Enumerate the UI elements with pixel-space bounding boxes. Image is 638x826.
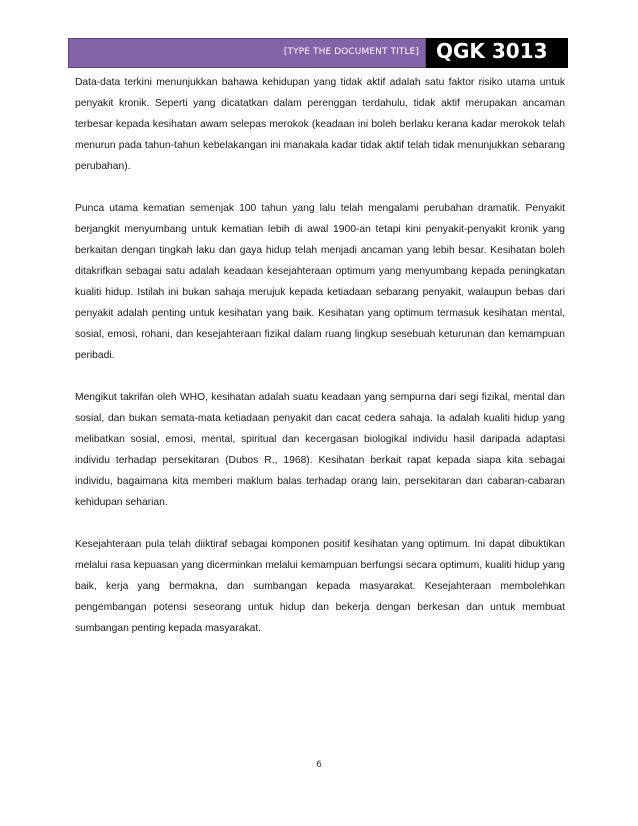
course-code-box [426,38,568,68]
page-number: 6 [316,760,322,770]
document-body [75,72,565,660]
paragraph-4: Kesejahteraan pula telah diiktiraf sebagai komponen positif kesihatan yang optimum. Ini dapat dibuktikan melalui rasa kepuasan yang dicerminkan melalui kemampuan berfungsi secara optimum, kualiti hidup yang baik, kerja yang bermakna, dan sumbangan kepada masyarakat. Kesejahteraan membolehkan pengembangan potensi seseorang untuk hidup dan bekerja dengan berkesan dan untuk membuat sumbangan penting kepada masyarakat. [75,539,565,634]
paragraph-1: Data-data terkini menunjukkan bahawa kehidupan yang tidak aktif adalah satu faktor risiko utama untuk penyakit kronik. Seperti yang dicatatkan dalam perenggan terdahulu, tidak aktif merupakan ancaman terbesar kepada kesihatan awam selepas merokok (keadaan ini boleh berlaku kerana kadar merokok telah menurun pada tahun-tahun kebelakangan ini manakala kadar tidak aktif telah tidak menunjukkan sebarang perubahan). [75,77,565,172]
paragraph-2: Punca utama kematian semenjak 100 tahun yang lalu telah mengalami perubahan dramatik. Penyakit berjangkit menyumbang untuk kematian lebih di awal 1900-an tetapi kini penyakit-penyakit kronik yang berkaitan dengan tingkah laku dan gaya hidup telah menjadi ancaman yang lebih besar. Kesihatan boleh ditakrifkan sebagai satu adalah keadaan kesejahteraan optimum yang menyumbang kepada peningkatan kualiti hidup. Istilah ini bukan sahaja merujuk kepada ketiadaan sebarang penyakit, walaupun bebas dari penyakit adalah penting untuk kesihatan yang baik. Kesihatan yang optimum termasuk kesihatan mental, sosial, emosi, rohani, dan kesejahteraan fizikal dalam ruang lingkup sesebuah keturunan dan kemampuan peribadi. [75,203,565,361]
paragraph-3: Mengikut takrifan oleh WHO, kesihatan adalah suatu keadaan yang sempurna dari segi fizikal, mental dan sosial, dan bukan semata-mata ketiadaan penyakit dan cacat cedera sahaja. Ia adalah kualiti hidup yang melibatkan sosial, emosi, mental, spiritual dan kecergasan biologikal individu hasil daripada adaptasi individu terhadap persekitaran (Dubos R., 1968). Kesihatan berkait rapat kepada siapa kita sebagai individu, bagaimana kita memberi maklum balas terhadap orang lain, persekitaran dan cabaran-cabaran kehidupan seharian. [75,392,565,508]
document-title: [TYPE THE DOCUMENT TITLE] [283,47,419,57]
course-code: QGK 3013 [436,39,548,63]
page-header [68,38,568,68]
document-title-bar [68,38,426,68]
